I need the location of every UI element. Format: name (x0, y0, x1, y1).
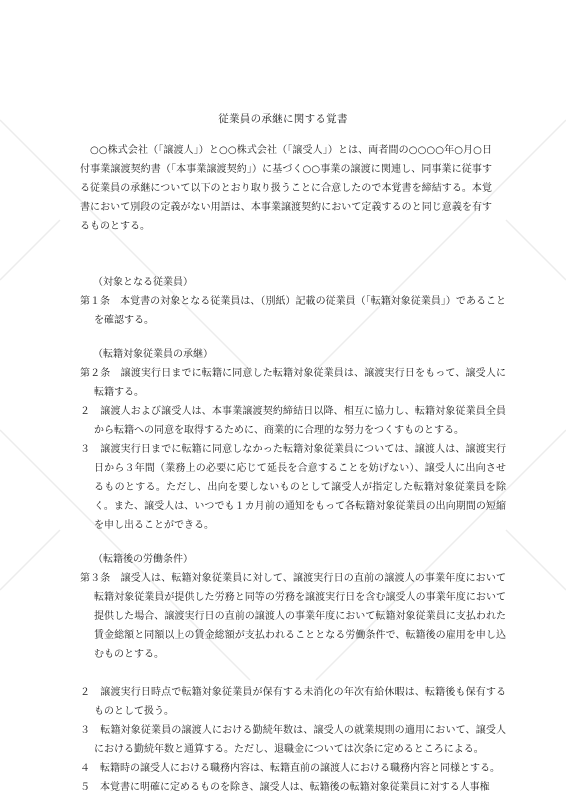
clause-text: 転籍時の譲受人における職務内容は、転籍直前の譲渡人における職務内容と同様とする。 (90, 763, 500, 774)
clause-number: ２ (80, 406, 91, 417)
section-heading: （転籍対象従業員の承継） (93, 349, 213, 360)
article-3-clause-2 (80, 684, 506, 722)
article-3-clause-5 (80, 779, 506, 798)
section-heading: （転籍後の労働条件） (93, 554, 193, 565)
clause-number: ５ (80, 782, 90, 793)
article-2-clause-3 (80, 441, 506, 536)
article-number: 第１条 (80, 296, 111, 307)
article-text: 譲受人は、転籍対象従業員に対して、譲渡実行日の直前の譲渡人の事業年度において転籍対象従業員が提供した労務と同等の労務を譲渡実行日を含む譲受人の事業年度において提供した場合、譲渡実行日の直前の譲渡人の事業年度において転籍対象従業員に支払われた賃金総額と同額以上の賃金総額が支払われることとなる労働条件で、転籍後の雇用を申し込むものとする。 (94, 573, 506, 660)
article-number: 第２条 (80, 368, 111, 379)
article-number: 第３条 (80, 573, 111, 584)
clause-text: 転籍対象従業員の譲渡人における勤続年数は、譲受人の就業規則の適用において、譲受人における勤続年数と通算する。ただし、退職金については次条に定めるところによる。 (90, 725, 506, 755)
article-2 (80, 365, 506, 403)
document-title: 従業員の承継に関する覚書 (218, 113, 348, 125)
clause-text: 譲渡人および譲受人は、本事業譲渡契約締結日以降、相互に協力し、転籍対象従業員全員から転籍への同意を取得するために、商業的に合理的な努力をつくすものとする。 (90, 406, 507, 436)
article-text: 本覚書の対象となる従業員は、（別紙）記載の従業員（「転籍対象従業員」）であることを確認する。 (94, 296, 507, 326)
article-2-clause-2 (80, 403, 506, 441)
clause-number: ３ (80, 725, 91, 736)
clause-text: 本覚書に明確に定めるものを除き、譲受人は、転籍後の転籍対象従業員に対する人事権 (90, 782, 490, 793)
intro-paragraph: ○○株式会社（「譲渡人」）と○○株式会社（「譲受人」）とは、両者間の○○○○年○月○日付事業譲渡契約書（「本事業譲渡契約」）に基づく○○事業の譲渡に関連し、同事業に従事する従業員の承継について以下のとおり取り扱うことに合意したので本覚書を締結する。本覚書において別段の定義がない用語は、本事業譲渡契約において定義するのと同じ意義を有するものとする。 (80, 145, 492, 232)
clause-text: 譲渡実行日までに転籍に同意しなかった転籍対象従業員については、譲渡人は、譲渡実行日から３年間（業務上の必要に応じて延長を合意することを妨げない）、譲受人に出向させるものとする。ただし、出向を要しないものとして譲受人が指定した転籍対象従業員を除く。また、譲受人は、いつでも１カ月前の通知をもって各転籍対象従業員の出向期間の短縮を申し出ることができる。 (90, 444, 506, 531)
article-text: 譲渡実行日までに転籍に同意した転籍対象従業員は、譲渡実行日をもって、譲受人に転籍する。 (94, 368, 506, 398)
article-3-clause-4 (80, 760, 506, 779)
article-3-clause-3 (80, 722, 506, 760)
article-3 (80, 570, 506, 665)
section-heading: （対象となる従業員） (93, 277, 193, 288)
article-1 (80, 293, 506, 331)
clause-number: ３ (80, 444, 91, 455)
clause-text: 譲渡実行日時点で転籍対象従業員が保有する未消化の年次有給休暇は、転籍後も保有するものとして扱う。 (90, 687, 507, 717)
clause-number: ２ (80, 687, 91, 698)
clause-number: ４ (80, 763, 90, 774)
